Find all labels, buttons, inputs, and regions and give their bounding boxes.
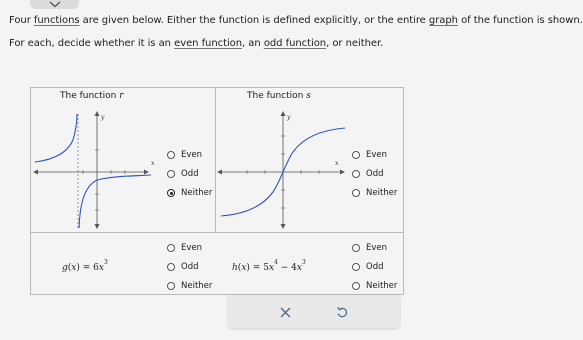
option-label: Even bbox=[181, 243, 203, 253]
radio-button[interactable] bbox=[352, 244, 360, 252]
prompt-text: , an bbox=[242, 38, 264, 49]
prompt-text: For each, decide whether it is an bbox=[9, 38, 175, 49]
radio-button[interactable] bbox=[352, 282, 360, 290]
odd-function-link[interactable]: odd function bbox=[263, 38, 327, 49]
option-label: Neither bbox=[181, 281, 213, 291]
row-divider bbox=[31, 232, 403, 233]
chevron-down-icon bbox=[49, 1, 61, 8]
x-axis-label: x bbox=[151, 160, 155, 167]
option-r-odd[interactable] bbox=[167, 169, 198, 179]
radio-button[interactable] bbox=[167, 151, 175, 159]
prompt-text: of the function is shown. bbox=[457, 15, 583, 26]
option-s-odd[interactable] bbox=[352, 169, 383, 179]
option-r-neither[interactable] bbox=[167, 188, 212, 198]
clear-button[interactable] bbox=[277, 304, 293, 320]
radio-button[interactable] bbox=[167, 244, 175, 252]
cell-title-s bbox=[247, 91, 311, 101]
radio-button-selected[interactable] bbox=[167, 189, 175, 197]
y-axis-arrow-up bbox=[281, 111, 286, 116]
graph-link[interactable]: graph bbox=[428, 15, 458, 26]
option-label: Even bbox=[366, 243, 388, 253]
even-function-link[interactable]: even function bbox=[174, 38, 243, 49]
option-label: Even bbox=[366, 150, 388, 160]
formula-g: $g(x) = 6x^3$ bbox=[62, 259, 108, 273]
option-label: Neither bbox=[366, 188, 398, 198]
option-h-even[interactable] bbox=[352, 243, 387, 253]
close-icon bbox=[280, 307, 291, 318]
graph-s bbox=[217, 110, 349, 230]
option-label: Neither bbox=[366, 281, 398, 291]
undo-button[interactable] bbox=[334, 304, 350, 320]
y-axis-label: y bbox=[287, 114, 291, 121]
prompt-text: , or neither. bbox=[326, 38, 384, 49]
prompt-text: are given below. Either the function is defined explicitly, or the entire bbox=[79, 15, 429, 26]
collapse-toggle[interactable] bbox=[30, 0, 79, 9]
prompt-line-1 bbox=[9, 15, 583, 26]
curve-right bbox=[79, 175, 151, 228]
x-axis-arrow-right bbox=[144, 170, 149, 175]
radio-button[interactable] bbox=[352, 263, 360, 271]
option-label: Odd bbox=[181, 262, 199, 272]
option-g-neither[interactable] bbox=[167, 281, 212, 291]
option-label: Odd bbox=[366, 262, 384, 272]
option-label: Neither bbox=[181, 188, 213, 198]
x-axis-arrow-left bbox=[33, 170, 38, 175]
option-h-odd[interactable] bbox=[352, 262, 383, 272]
option-h-neither[interactable] bbox=[352, 281, 397, 291]
column-divider bbox=[215, 88, 216, 232]
y-axis-label: y bbox=[101, 114, 105, 121]
x-axis-arrow-left bbox=[217, 170, 222, 175]
title-prefix: The function bbox=[247, 91, 307, 101]
function-var: s bbox=[306, 91, 311, 101]
prompt-text: Four bbox=[9, 15, 34, 26]
option-g-odd[interactable] bbox=[167, 262, 198, 272]
x-axis-label: x bbox=[335, 160, 339, 167]
title-prefix: The function bbox=[60, 91, 120, 101]
curve-left bbox=[35, 114, 77, 162]
option-g-even[interactable] bbox=[167, 243, 202, 253]
x-axis-arrow-right bbox=[340, 170, 345, 175]
answer-action-bar bbox=[228, 295, 400, 328]
option-label: Even bbox=[181, 150, 203, 160]
option-label: Odd bbox=[181, 169, 199, 179]
formula-h: $h(x) = 5x^4 - 4x^3$ bbox=[232, 259, 306, 273]
y-axis-arrow-up bbox=[95, 111, 100, 116]
y-axis-arrow-down bbox=[95, 224, 100, 229]
option-s-neither[interactable] bbox=[352, 188, 397, 198]
radio-button[interactable] bbox=[352, 189, 360, 197]
cell-title-r bbox=[60, 91, 124, 101]
radio-button[interactable] bbox=[352, 151, 360, 159]
answer-grid bbox=[30, 87, 404, 295]
option-r-even[interactable] bbox=[167, 150, 202, 160]
function-var: r bbox=[119, 91, 124, 101]
radio-button[interactable] bbox=[167, 282, 175, 290]
option-label: Odd bbox=[366, 169, 384, 179]
radio-button[interactable] bbox=[352, 170, 360, 178]
y-axis-arrow-down bbox=[281, 224, 286, 229]
graph-r bbox=[33, 110, 155, 230]
prompt-line-2 bbox=[9, 38, 383, 49]
radio-button[interactable] bbox=[167, 170, 175, 178]
radio-button[interactable] bbox=[167, 263, 175, 271]
option-s-even[interactable] bbox=[352, 150, 387, 160]
undo-icon bbox=[336, 306, 348, 318]
functions-link[interactable]: functions bbox=[33, 15, 80, 26]
